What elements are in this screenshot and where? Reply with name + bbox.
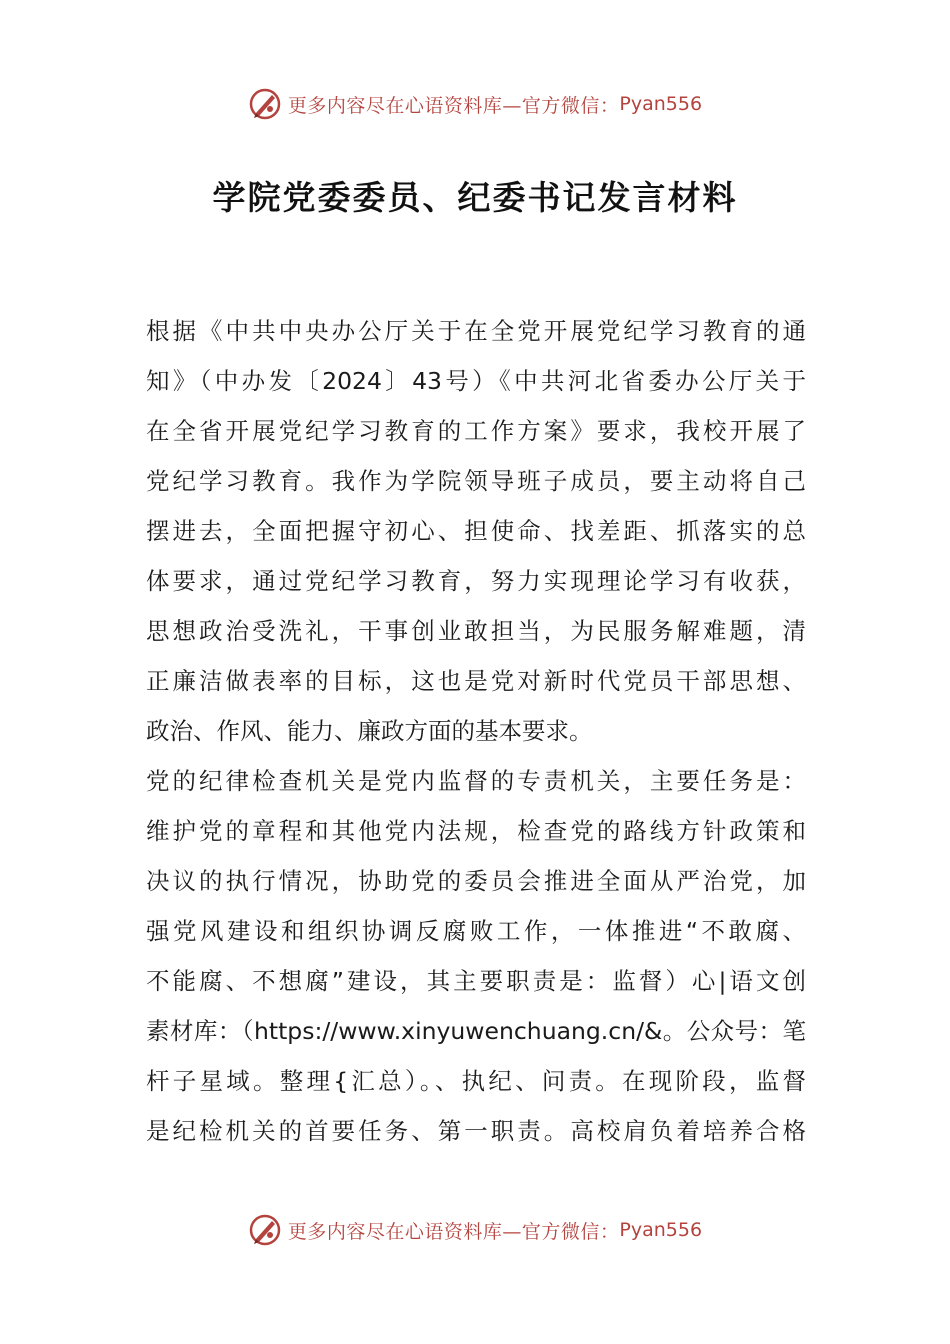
header-banner-text: 更多内容尽在心语资料库—官方微信：: [287, 94, 620, 117]
header-wechat-id: Pyan556: [619, 93, 703, 115]
body-line: 决议的执行情况，协助党的委员会推进全面从严治党，加: [146, 867, 806, 895]
body-line: 体要求，通过党纪学习教育，努力实现理论学习有收获，: [146, 567, 806, 595]
body-line: 政治、作风、能力、廉政方面的基本要求。: [146, 717, 593, 745]
body-line: 思想政治受洗礼，干事创业敢担当，为民服务解难题，清: [146, 617, 806, 645]
body-line: 知》（中办发〔2024〕43号）《中共河北省委办公厅关于: [146, 367, 806, 395]
body-line: 维护党的章程和其他党内法规，检查党的路线方针政策和: [146, 817, 806, 845]
body-line: 在全省开展党纪学习教育的工作方案》要求，我校开展了: [146, 417, 806, 445]
footer-banner: [0, 1208, 950, 1252]
body-line: 摆进去，全面把握守初心、担使命、找差距、抓落实的总: [146, 517, 806, 545]
body-line: 根据《中共中央办公厅关于在全党开展党纪学习教育的通: [146, 317, 806, 345]
body-line: 不能腐、不想腐”建设，其主要职责是：监督）心|语文创: [146, 967, 806, 995]
pen-logo-icon: [248, 1213, 282, 1247]
body-line: 素材库：（https://www.xinyuwenchuang.cn/&。公众号：笔: [146, 1017, 806, 1045]
body-line: 党的纪律检查机关是党内监督的专责机关，主要任务是：: [146, 767, 806, 795]
footer-banner-text: 更多内容尽在心语资料库—官方微信：: [287, 1220, 620, 1243]
body-line: 杆子星域。整理{汇总）。、执纪、问责。在现阶段，监督: [146, 1067, 806, 1095]
body-line: 强党风建设和组织协调反腐败工作，一体推进“不敢腐、: [146, 917, 806, 945]
pen-logo-icon: [248, 87, 282, 121]
body-line: 正廉洁做表率的目标，这也是党对新时代党员干部思想、: [146, 667, 806, 695]
document-body: [146, 306, 806, 1156]
body-line: 党纪学习教育。我作为学院领导班子成员，要主动将自己: [146, 467, 806, 495]
header-banner: [0, 82, 950, 126]
document-title: 学院党委委员、纪委书记发言材料: [212, 178, 738, 217]
body-line: 是纪检机关的首要任务、第一职责。高校肩负着培养合格: [146, 1117, 806, 1145]
footer-wechat-id: Pyan556: [619, 1219, 703, 1241]
